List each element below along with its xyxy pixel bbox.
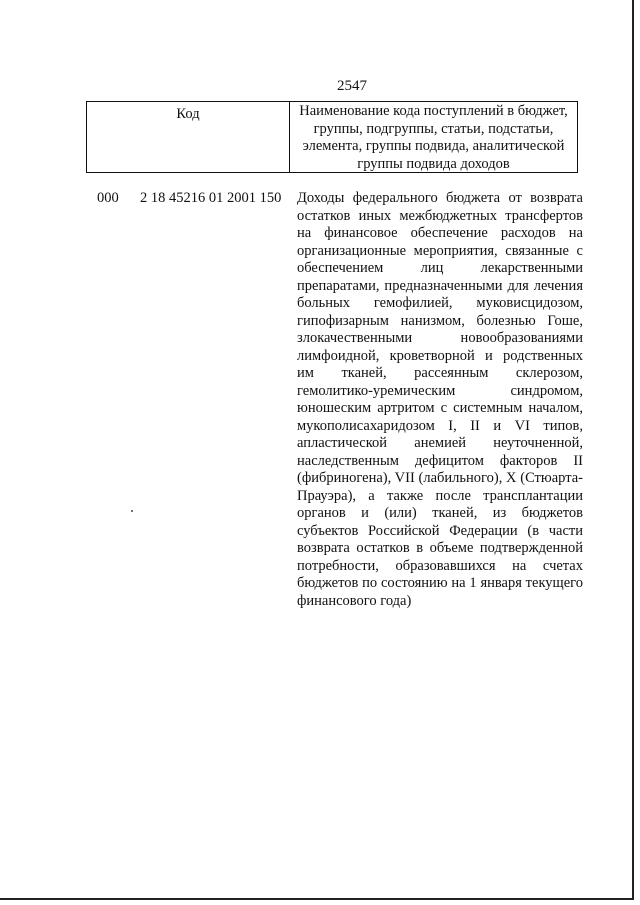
row-admin-code: 000 bbox=[97, 190, 119, 206]
table-header bbox=[86, 101, 578, 173]
row-budget-code: 2 18 45216 01 2001 150 bbox=[140, 190, 282, 206]
scan-artifact-dot bbox=[131, 510, 133, 512]
header-code-label: Код bbox=[87, 102, 290, 172]
row-description: Доходы федерального бюджета от возврата остатков иных межбюджетных трансфертов на финансовое обеспечение расходов на организационные мероприятия, связанные с обеспечением лиц лекарственными препаратами, предназначенными для лечения больных гемофилией, муковисцидозом, гипофизарным нанизмом, болезнью Гоше, злокачественными новообразованиями лимфоидной, кроветворной и родственных им тканей, рассеянным склерозом, гемолитико-уремическим синдромом, юношеским артритом с системным началом, мукополисахаридозом I, II и VI типов, апластической анемией неуточненной, наследственным дефицитом факторов II (фибриногена), VII (лабильного), X (Стюарта-Прауэра), а также после трансплантации органов и (или) тканей, из бюджетов субъектов Российской Федерации (в части возврата остатков в объеме подтвержденной потребности, образовавшихся на счетах бюджетов по состоянию на 1 января текущего финансового года) bbox=[297, 190, 583, 609]
page-number: 2547 bbox=[337, 78, 367, 94]
header-name-label: Наименование кода поступлений в бюджет, группы, подгруппы, статьи, подстатьи, элемента, группы подвида, аналитической группы подвида доходов bbox=[299, 103, 568, 172]
